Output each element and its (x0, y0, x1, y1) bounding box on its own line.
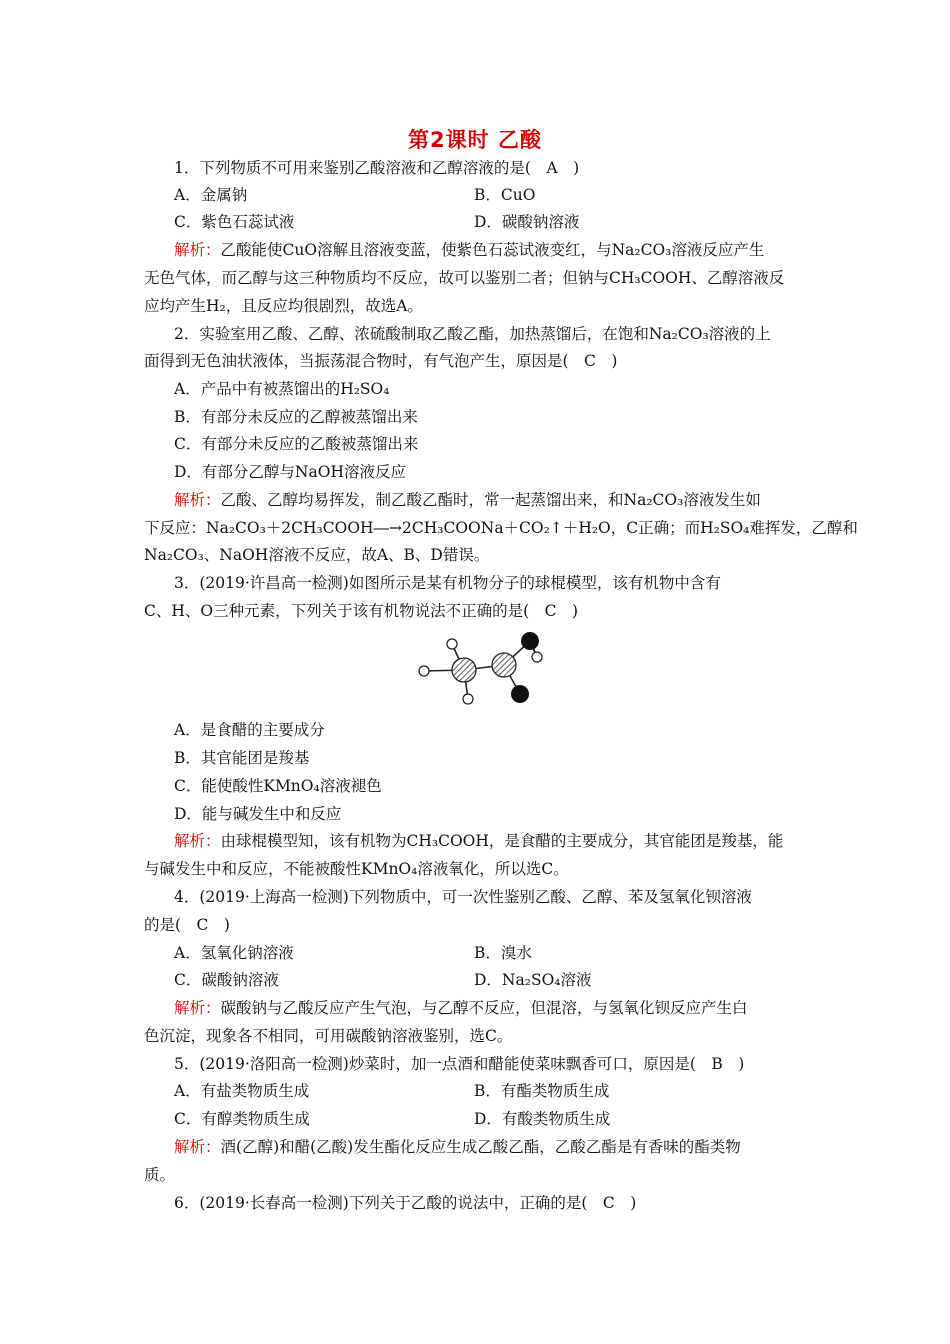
carbon-atom (492, 653, 516, 677)
q2-stem-line2: 面得到无色油状液体，当振荡混合物时，有气泡产生，原因是( C ) (144, 352, 618, 370)
hydrogen-atom (419, 666, 429, 676)
explanation-label: 解析： (174, 999, 221, 1017)
ball-and-stick-model (408, 630, 548, 712)
q1-option-a: A．金属钠 (174, 186, 248, 204)
q2-explanation-line1: 解析：乙酸、乙醇均易挥发，制乙酸乙酯时，常一起蒸馏出来，和Na₂CO₃溶液发生如 (174, 491, 761, 509)
q3-option-c: C．能使酸性KMnO₄溶液褪色 (174, 777, 382, 795)
q5-option-b: B．有酯类物质生成 (474, 1082, 610, 1100)
q3-explanation-line2: 与碱发生中和反应，不能被酸性KMnO₄溶液氧化，所以选C。 (144, 860, 569, 878)
explanation-label: 解析： (174, 241, 221, 259)
carbon-atom (452, 658, 476, 682)
q2-explanation-line3: Na₂CO₃、NaOH溶液不反应，故A、B、D错误。 (144, 546, 490, 564)
q4-options-cd (174, 970, 838, 990)
q2-option-b: B．有部分未反应的乙醇被蒸馏出来 (174, 408, 418, 426)
oxygen-atom (521, 632, 539, 650)
q5-option-c: C．有醇类物质生成 (174, 1110, 310, 1128)
explanation-label: 解析： (174, 1138, 221, 1156)
q1-options-ab (174, 185, 838, 205)
q4-option-c: C．碳酸钠溶液 (174, 971, 279, 989)
q3-stem-line2: C、H、O三种元素，下列关于该有机物说法不正确的是( C ) (144, 602, 579, 620)
q2-option-c: C．有部分未反应的乙酸被蒸馏出来 (174, 435, 419, 453)
explanation-label: 解析： (174, 491, 221, 509)
q5-explanation-line2: 质。 (144, 1166, 176, 1184)
hydrogen-atom (532, 652, 542, 662)
q3-option-d: D．能与碱发生中和反应 (174, 805, 342, 823)
hydrogen-atom (447, 639, 457, 649)
q3-explanation-line1: 解析：由球棍模型知，该有机物为CH₃COOH，是食醋的主要成分，其官能团是羧基，能 (174, 832, 784, 850)
q1-explanation-line1: 解析：乙酸能使CuO溶解且溶液变蓝，使紫色石蕊试液变红，与Na₂CO₃溶液反应产生 (174, 241, 765, 259)
q1-stem: 1．下列物质不可用来鉴别乙酸溶液和乙醇溶液的是( A ) (174, 159, 580, 177)
q1-option-c: C．紫色石蕊试液 (174, 213, 295, 231)
q3-option-b: B．其官能团是羧基 (174, 749, 310, 767)
q1-explanation-line3: 应均产生H₂，且反应均很剧烈，故选A。 (144, 297, 423, 315)
q2-option-a: A．产品中有被蒸馏出的H₂SO₄ (174, 380, 390, 398)
hydrogen-atom (463, 694, 473, 704)
q5-options-cd (174, 1109, 838, 1129)
q5-option-d: D．有酸类物质生成 (474, 1110, 611, 1128)
q4-option-d: D．Na₂SO₄溶液 (474, 971, 592, 989)
q4-stem-line1: 4．(2019·上海高一检测)下列物质中，可一次性鉴别乙酸、乙醇、苯及氢氧化钡溶液 (174, 888, 752, 906)
q1-option-d: D．碳酸钠溶液 (474, 213, 580, 231)
q5-stem: 5．(2019·洛阳高一检测)炒菜时，加一点酒和醋能使菜味飘香可口，原因是( B ) (174, 1055, 745, 1073)
q5-explanation-line1: 解析：酒(乙醇)和醋(乙酸)发生酯化反应生成乙酸乙酯，乙酸乙酯是有香味的酯类物 (174, 1138, 741, 1156)
q6-stem: 6．(2019·长春高一检测)下列关于乙酸的说法中，正确的是( C ) (174, 1194, 637, 1212)
q2-option-d: D．有部分乙醇与NaOH溶液反应 (174, 463, 406, 481)
q3-stem-line1: 3．(2019·许昌高一检测)如图所示是某有机物分子的球棍模型，该有机物中含有 (174, 574, 721, 592)
q3-option-a: A．是食醋的主要成分 (174, 721, 325, 739)
q1-options-cd (174, 212, 838, 232)
q2-stem-line1: 2．实验室用乙酸、乙醇、浓硫酸制取乙酸乙酯，加热蒸馏后，在饱和Na₂CO₃溶液的上 (174, 325, 771, 343)
explanation-label: 解析： (174, 832, 221, 850)
oxygen-atom (511, 685, 529, 703)
q4-option-a: A．氢氧化钠溶液 (174, 944, 294, 962)
q4-explanation-line1: 解析：碳酸钠与乙酸反应产生气泡，与乙醇不反应，但混溶，与氢氧化钡反应产生白 (174, 999, 748, 1017)
q1-option-b: B．CuO (474, 186, 536, 204)
q1-explanation-line2: 无色气体，而乙醇与这三种物质均不反应，故可以鉴别二者；但钠与CH₃COOH、乙醇溶液反 (144, 269, 785, 287)
q5-option-a: A．有盐类物质生成 (174, 1082, 310, 1100)
q5-options-ab (174, 1081, 838, 1101)
q4-explanation-line2: 色沉淀，现象各不相同，可用碳酸钠溶液鉴别，选C。 (144, 1027, 513, 1045)
q4-stem-line2: 的是( C ) (144, 916, 230, 934)
q4-options-ab (174, 943, 838, 963)
page-title: 第2课时 乙酸 (408, 128, 542, 152)
q2-explanation-line2: 下反应：Na₂CO₃＋2CH₃COOH―→2CH₃COONa＋CO₂↑＋H₂O，C正确；而H₂SO₄难挥发，乙醇和 (144, 519, 858, 537)
q4-option-b: B．溴水 (474, 944, 532, 962)
